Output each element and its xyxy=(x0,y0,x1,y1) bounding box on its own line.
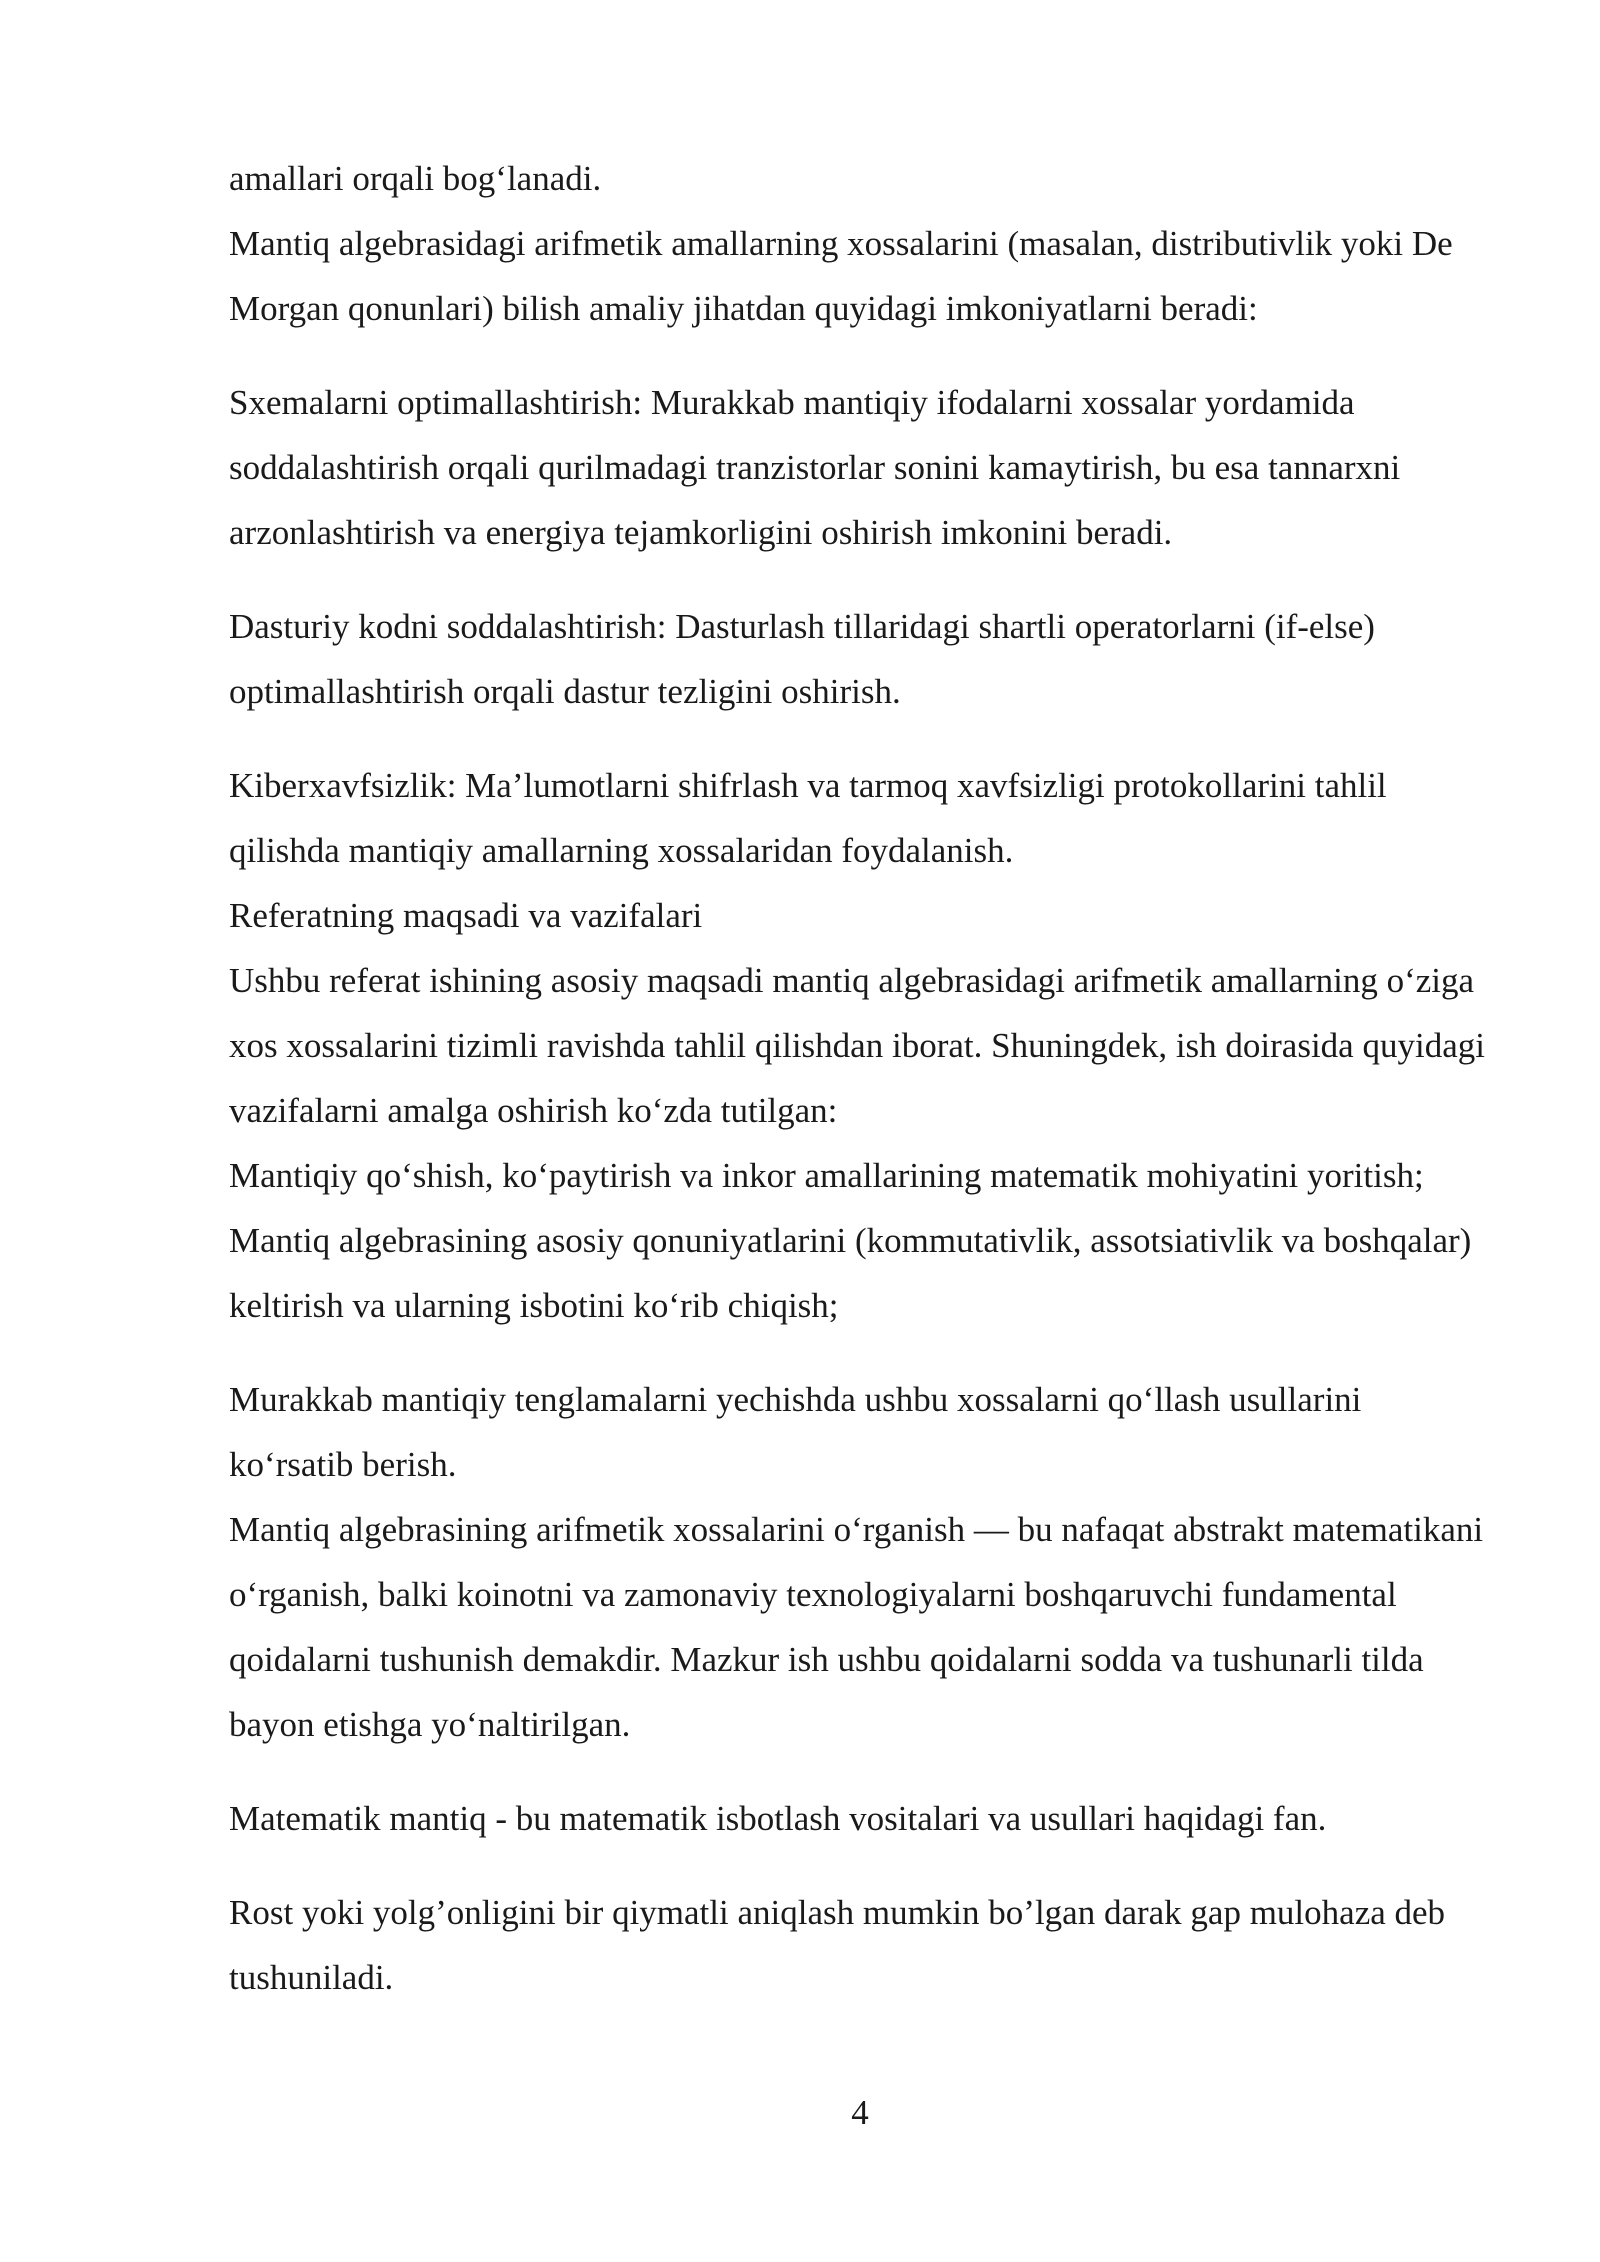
paragraph-main-goal: Ushbu referat ishining asosiy maqsadi mantiq algebrasidagi arifmetik amallarning o‘ziga xos xossalarini tizimli ravishda tahlil qilishdan iborat. Shuningdek, ish doirasida quyidagi vazifalarni amalga oshirish ko‘zda tutilgan: xyxy=(229,961,1485,1130)
paragraph-circuit-optimization: Sxemalarni optimallashtirish: Murakkab mantiqiy ifodalarni xossalar yordamida soddalashtirish orqali qurilmadagi tranzistorlar sonini kamaytirish, bu esa tannarxni arzonlashtirish va energiya tejamkorligini oshirish imkonini beradi. xyxy=(229,383,1401,552)
paragraph-continuation: amallari orqali bog‘lanadi. xyxy=(229,159,602,198)
paragraph-task-laws: Mantiq algebrasining asosiy qonuniyatlarini (kommutativlik, assotsiativlik va boshqalar) keltirish va ularning isbotini ko‘rib chiqish; xyxy=(229,1221,1472,1325)
section-heading-goals: Referatning maqsadi va vazifalari xyxy=(229,896,703,935)
paragraph-task-operations: Mantiqiy qo‘shish, ko‘paytirish va inkor amallarining matematik mohiyatini yoritish; xyxy=(229,1156,1424,1195)
paragraph-cybersecurity: Kiberxavfsizlik: Ma’lumotlarni shifrlash va tarmoq xavfsizligi protokollarini tahlil qilishda mantiqiy amallarning xossalaridan foydalanish. xyxy=(229,766,1387,870)
document-body xyxy=(229,146,1489,2010)
page-number: 4 xyxy=(851,2093,869,2132)
paragraph-intro-properties: Mantiq algebrasidagi arifmetik amallarning xossalarini (masalan, distributivlik yoki De Morgan qonunlari) bilish amaliy jihatdan quyidagi imkoniyatlarni beradi: xyxy=(229,224,1453,328)
paragraph-definition-statement: Rost yoki yolg’onligini bir qiymatli aniqlash mumkin bo’lgan darak gap mulohaza deb tushuniladi. xyxy=(229,1893,1446,1997)
paragraph-task-equations: Murakkab mantiqiy tenglamalarni yechishda ushbu xossalarni qo‘llash usullarini ko‘rsatib berish. xyxy=(229,1380,1362,1484)
paragraph-code-simplification: Dasturiy kodni soddalashtirish: Dasturlash tillaridagi shartli operatorlarni (if-else) optimallashtirish orqali dastur tezligini oshirish. xyxy=(229,607,1375,711)
paragraph-definition-logic: Matematik mantiq - bu matematik isbotlash vositalari va usullari haqidagi fan. xyxy=(229,1799,1327,1838)
paragraph-conclusion: Mantiq algebrasining arifmetik xossalarini o‘rganish — bu nafaqat abstrakt matematikani o‘rganish, balki koinotni va zamonaviy texnologiyalarni boshqaruvchi fundamental qoidalarni tushunish demakdir. Mazkur ish ushbu qoidalarni sodda va tushunarli tilda bayon etishga yo‘naltirilgan. xyxy=(229,1510,1484,1744)
